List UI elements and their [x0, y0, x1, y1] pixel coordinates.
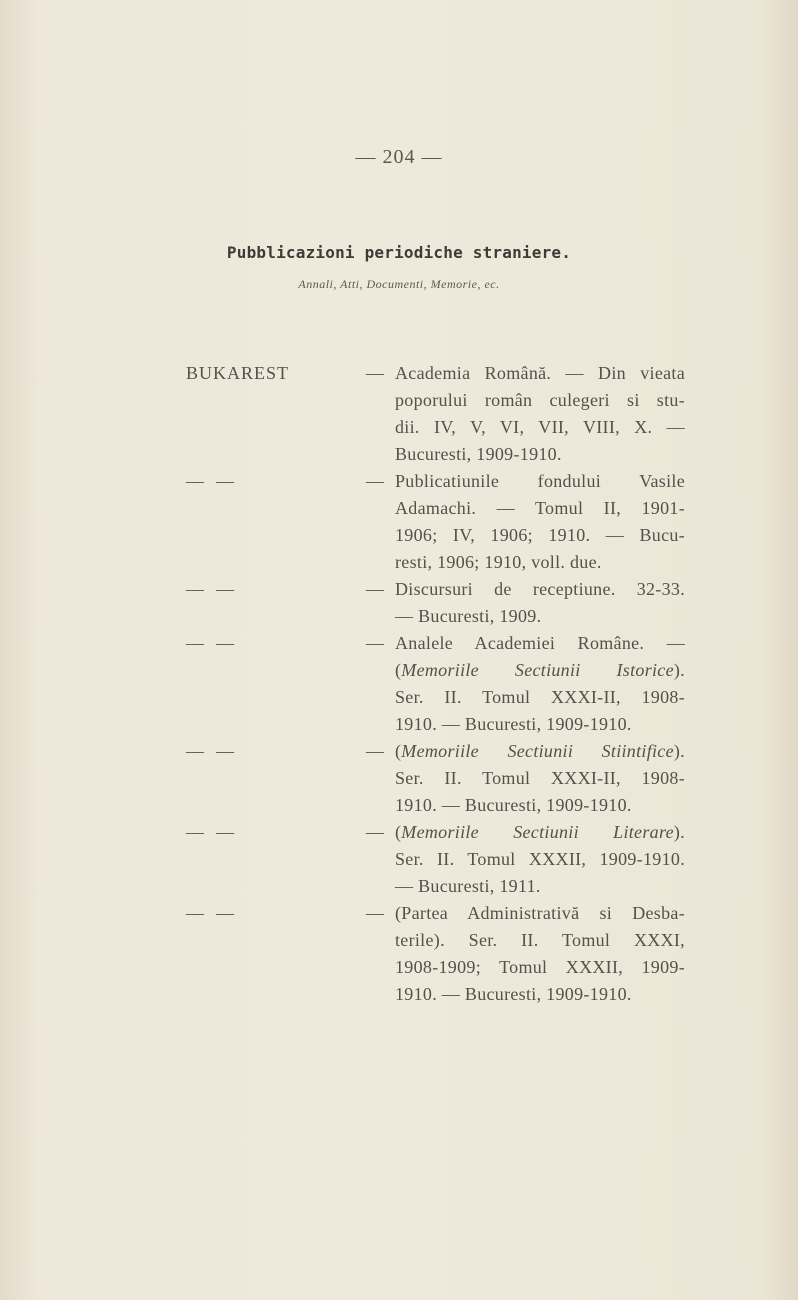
entry-text [395, 576, 685, 630]
section-subheading: Annali, Atti, Documenti, Memorie, ec. [298, 277, 500, 291]
entry-line: 1910. — Bucuresti, 1909-1910. [395, 795, 632, 815]
bibliography-entry [0, 630, 798, 738]
entry-line: (Memoriile Sectiunii Literare). [395, 822, 685, 842]
entry-line: 1910. — Bucuresti, 1909-1910. [395, 984, 632, 1004]
entry-line: 1906; IV, 1906; 1910. — Bucu- [395, 525, 685, 545]
entries-list [0, 360, 798, 1008]
bibliography-entry [0, 468, 798, 576]
entry-line: (Memoriile Sectiunii Stiintifice). [395, 741, 685, 761]
entry-dash: — [366, 903, 384, 923]
entry-place: — — [186, 471, 235, 491]
entry-line: Academia Română. — Din vieata [395, 363, 685, 383]
section-heading: Pubblicazioni periodiche straniere. [226, 243, 572, 262]
entry-dash: — [366, 822, 384, 842]
entry-place: — — [186, 903, 235, 923]
entry-line: Ser. II. Tomul XXXII, 1909-1910. [395, 849, 685, 869]
entry-line: — Bucuresti, 1909. [395, 606, 542, 626]
entry-line: poporului român culegeri si stu- [395, 390, 685, 410]
entry-line: Ser. II. Tomul XXXI-II, 1908- [395, 687, 685, 707]
entry-dash: — [366, 471, 384, 491]
entry-text [395, 468, 685, 576]
bibliography-entry [0, 360, 798, 468]
entry-dash: — [366, 579, 384, 599]
entry-text [395, 900, 685, 1008]
entry-line: — Bucuresti, 1911. [395, 876, 541, 896]
entry-line: Bucuresti, 1909-1910. [395, 444, 562, 464]
entry-text [395, 360, 685, 468]
entry-dash: — [366, 363, 384, 383]
bibliography-entry [0, 900, 798, 1008]
bibliography-entry [0, 576, 798, 630]
entry-line: Ser. II. Tomul XXXI-II, 1908- [395, 768, 685, 788]
entry-dash: — [366, 741, 384, 761]
entry-line: Publicatiunile fondului Vasile [395, 471, 685, 491]
entry-line: Discursuri de receptiune. 32-33. [395, 579, 685, 599]
entry-place: — — [186, 822, 235, 842]
entry-line: (Memoriile Sectiunii Istorice). [395, 660, 685, 680]
page-number: — 204 — [355, 146, 443, 168]
entry-place: — — [186, 633, 235, 653]
entry-text [395, 819, 685, 900]
entry-line: Analele Academiei Române. — [395, 633, 685, 653]
entry-place: BUKAREST [186, 363, 290, 383]
entry-line: (Partea Administrativă si Desba- [395, 903, 685, 923]
entry-text [395, 738, 685, 819]
entry-line: 1908-1909; Tomul XXXII, 1909- [395, 957, 685, 977]
entry-line: terile). Ser. II. Tomul XXXI, [395, 930, 685, 950]
entry-line: dii. IV, V, VI, VII, VIII, X. — [395, 417, 685, 437]
entry-line: Adamachi. — Tomul II, 1901- [395, 498, 685, 518]
entry-dash: — [366, 633, 384, 653]
entry-line: 1910. — Bucuresti, 1909-1910. [395, 714, 632, 734]
bibliography-entry [0, 819, 798, 900]
entry-place: — — [186, 579, 235, 599]
entry-place: — — [186, 741, 235, 761]
entry-text [395, 630, 685, 738]
bibliography-entry [0, 738, 798, 819]
entry-line: resti, 1906; 1910, voll. due. [395, 552, 602, 572]
